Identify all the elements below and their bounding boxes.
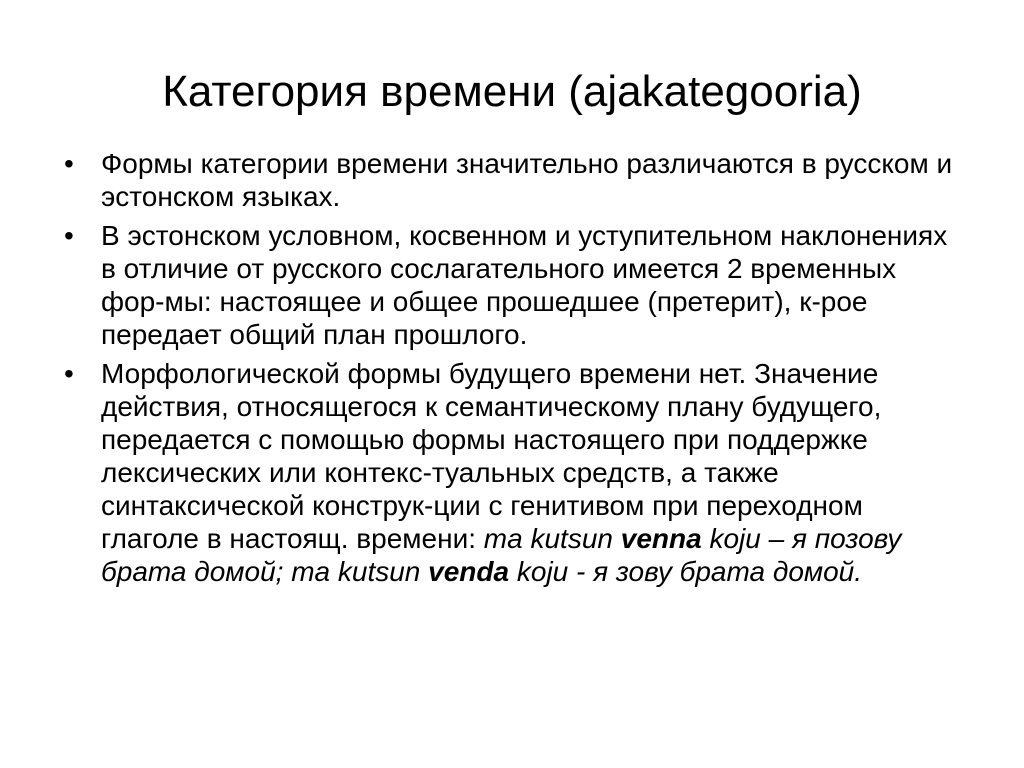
example-italic: ma kutsun	[483, 523, 621, 554]
example-italic: koju - я зову брата домой.	[509, 556, 863, 587]
bullet-text: Формы категории времени значительно различаются в русском и эстонском языках.	[101, 148, 953, 212]
bullet-text: В эстонском условном, косвенном и уступительном наклонениях в отличие от русского сослагательного имеется 2 временных фор-мы: настоящее и общее прошедшее (претерит), к-рое передает общий план прошлого.	[101, 220, 948, 350]
example-italic: ma kutsun	[291, 556, 429, 587]
bullet-item	[64, 357, 964, 588]
example-italic: koju – я позову брата домой;	[101, 523, 902, 587]
example-emphasis: venda	[428, 556, 510, 587]
slide-title: Категория времени (ajakategooria)	[162, 67, 862, 116]
bullet-symbol: •	[64, 358, 74, 389]
bullet-item	[64, 219, 964, 351]
bullet-list	[64, 147, 964, 594]
example-emphasis: venna	[620, 523, 702, 554]
bullet-symbol: •	[64, 220, 74, 251]
bullet-item	[64, 147, 964, 213]
bullet-text	[101, 357, 964, 588]
bullet-text-lead: Морфологической формы будущего времени нет. Значение действия, относящегося к семантическому плану будущего, передается с помощью формы настоящего при поддержке лексических или контекс-туальных средств, а также синтаксической конструк-ции с генитивом при переходном глаголе в настоящ. времени:	[101, 358, 882, 554]
bullet-symbol: •	[64, 148, 74, 179]
